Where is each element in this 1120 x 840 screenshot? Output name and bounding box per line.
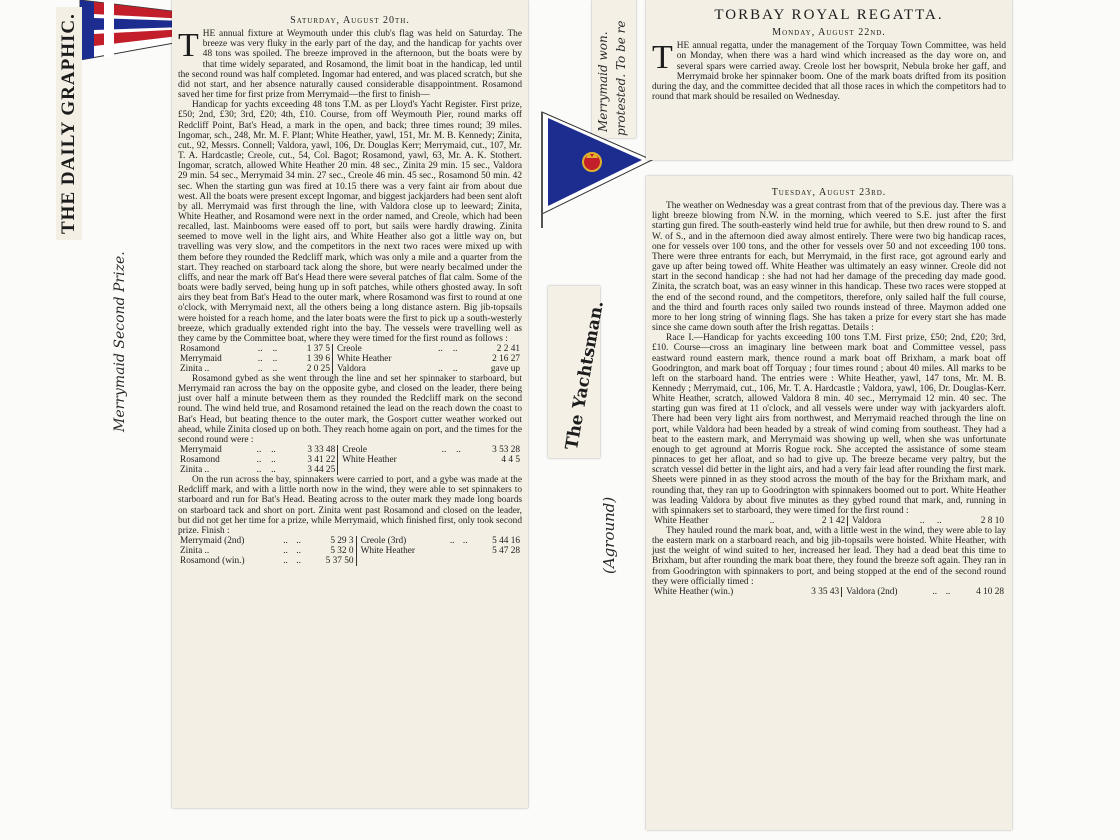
times-row <box>178 465 522 475</box>
yacht-name-cell: Merrymaid <box>180 354 222 364</box>
drop-cap: T <box>178 27 199 65</box>
time-cell: 2 2 41 <box>496 344 520 354</box>
yacht-name-cell: White Heather <box>338 455 440 465</box>
article-paragraph: They hauled round the mark boat, and, with a little west in the wind, they were able to lay the eastern mark on a starboard reach, and big jib-topsails were hoisted. White Heather, with just the weight of wind suited to her, increased her lead. They had a dead beat this time to Brixham, but after rounding the mark boat there, they found the breeze soft again. They ran in from Goodrington with spinnakers to port, and being stopped at the end of the second round they were officially timed : <box>652 526 1006 587</box>
leader-cell <box>448 556 461 566</box>
time-cell: 3 53 28 <box>492 445 520 456</box>
handwritten-second-prize-note: Merrymaid Second Prize. <box>112 251 128 432</box>
tuesday-race-clipping <box>646 176 1012 830</box>
left-article-clipping <box>172 0 528 808</box>
time-cell: 5 37 50 <box>325 556 354 567</box>
leader-cell: .. <box>283 546 288 557</box>
times-row <box>178 546 522 556</box>
article-paragraph: Handicap for yachts exceeding 48 tons T.M. as per Lloyd's Yacht Register. First prize, £50; 2nd, £30; 3rd, £20; 4th, £10. Course, from off Weymouth Pier, round marks off Redcliff Point, Bat's Head, a mark in the open, and back; three times round; 39 miles. Ingomar, sch., 248, Mr. M. F. Plant; White Heather, yawl, 151, Mr. M. B. Kennedy; Zinita, cut., 92, Messrs. Connell; Valdora, yawl, 106, Dr. Douglas Kerr; Merrymaid, cut., 107, Mr. T. A. Hardcastle; Creole, cut., 54, Col. Bagot; Rosamond, yawl, 63, Mr. A. K. Stothert. Ingomar, scratch, allowed White Heather 20 min. 48 sec., Zinita 29 min. 15 sec., Valdora 29 min. 54 sec., Merrymaid 34 min. 27 sec., Creole 46 min. 45 sec., Rosamond 50 min. 42 sec. When the starting gun was fired at 10.15 there was a very faint air from about due west. All the boats were present except Ingomar, and biggest jackjarders had been sent aloft by all. Merrymaid was first through the line, with Valdora close up to leeward; Zinita, White Heather, and Rosamond were next in the order named, and Creole, which had been recalled, last. Mainbooms were eased off to port, but sails were hardly drawing. Zinita seemed to move well in the light airs, and White Heather also got a little way on, but travelling was very slow, and the competitors in the next two races were mixed up with them before they rounded the Redcliff mark, which was only a mile and a quarter from the start. They reached on starboard tack along the shore, but were nearly becalmed under the cliffs, and near the mark off Bat's Head there were several patches of flat calm. Some of the boats were badly served, being hung up in soft patches, while others ghosted away. In soft airs they beat from Bat's Head to the outer mark, where Rosamond was first to round at one o'clock, with Merrymaid next, all the others being a long distance astern. Big jib-topsails were hoisted for a reach home, and the later boats were the first to pick up a south-westerly breeze, which gradually extended right into the bay. The vessels were travelling well as they came by the Committee boat, where they were timed for the first round as follows : <box>178 100 522 344</box>
leader-cell <box>454 455 468 465</box>
time-cell: 5 47 28 <box>492 546 520 557</box>
times-row <box>178 354 522 364</box>
second-round-times-table <box>178 445 522 475</box>
article-paragraph: Rosamond gybed as she went through the line and set her spinnaker to starboard, but Merrymaid ran across the bay on the opposite gybe, and closed on the leader, there being just over half a minute between them as they rounded the Redcliff mark on the second round. The wind held true, and Rosamond retained the lead on the reach down the coast to Bat's Head, but beating thence to the outer mark, the Gosport cutter weather worked out ahead, while Zinita closed up on both. They reach home again on port, and the times for the second round were : <box>178 374 522 445</box>
article-paragraph <box>652 41 1006 102</box>
yacht-name-cell: Valdora (2nd) <box>842 587 931 597</box>
leader-cell <box>785 516 793 526</box>
yacht-name-cell: White Heather <box>654 516 709 526</box>
yacht-name-cell: Creole (3rd) <box>356 536 448 546</box>
leader-cell: .. <box>296 556 301 567</box>
leader-cell: .. <box>257 364 263 374</box>
time-cell: 1 37 5 <box>306 344 330 354</box>
article-paragraph: On the run across the bay, spinnakers were carried to port, and a gybe was made at the Redcliff mark, and with a little north now in the wind, they were able to set spinnakers to starboard and run for Bat's Head. Beating across to the outer mark they made long boards on starboard tack and short on port. Zinita went past Rosamond and closed on the leader, but did not get her time for a prize, while Merrymaid, which finished first, only took second prize. Finish : <box>178 475 522 536</box>
time-cell: gave up <box>490 364 520 374</box>
leader-cell: .. <box>438 364 443 374</box>
leader-cell <box>440 465 454 475</box>
article-paragraph: The weather on Wednesday was a great contrast from that of the previous day. There was a light breeze blowing from N.W. in the morning, which veered to S.E. just after the first starting gun fired. The south-easterly wind held true for awhile, but then drew round to S. and W. of S., and in the afternoon died away almost entirely. There were two big handicap races, one for vessels over 100 tons, and the other for vessels over 50 and not exceeding 100 tons. There were three entrants for each, but Merrymaid, in the first race, got aground early and gave up after being towed off. White Heather was ultimately an easy winner. Creole did not start in the second handicap : she had not had her damage of the preceding day made good. Zinita, the scratch boat, was an easy winner in this handicap. These two races were stopped at the end of the second round, and the competitors, therefore, only sailed half the full course, and the third and fourth races only sailed two rounds instead of three. Maymon added one more to her long string of winning flags. She has taken a prize for every start she has made since she came down south after the Irish regattas. Details : <box>652 201 1006 334</box>
time-cell: 2 0 25 <box>306 364 330 374</box>
time-cell: 3 33 48 <box>307 445 336 456</box>
times-row <box>178 445 522 455</box>
times-row <box>652 516 1006 526</box>
times-row <box>652 587 1006 597</box>
time-cell <box>469 465 522 475</box>
leader-cell: .. <box>257 354 263 364</box>
leader-cell: .. <box>462 536 468 547</box>
yacht-name-cell: Zinita .. <box>180 364 210 374</box>
drop-cap: T <box>652 39 673 77</box>
leader-cell: .. <box>271 465 276 476</box>
times-row <box>178 364 522 374</box>
first-round-times-table <box>178 344 522 374</box>
first-round-times-table <box>652 516 1006 526</box>
leader-cell <box>461 546 474 556</box>
leader-cell: .. <box>272 364 278 374</box>
leader-cell: .. <box>271 455 276 466</box>
leader-cell: .. <box>256 455 262 466</box>
newspaper-title-label: THE DAILY GRAPHIC. <box>56 7 82 240</box>
yacht-name-cell: Creole <box>332 344 436 354</box>
yacht-name-cell: Rosamond (win.) <box>180 556 245 567</box>
times-row <box>178 344 522 354</box>
handwritten-aground-note: (Aground) <box>600 496 618 574</box>
leader-cell: .. <box>452 364 458 374</box>
time-cell: 2 16 27 <box>492 354 520 364</box>
leader-cell: .. <box>769 516 775 526</box>
time-cell: 3 41 22 <box>307 455 336 466</box>
time-cell: 5 44 16 <box>492 536 520 547</box>
article-date: Monday, August 22nd. <box>772 27 886 39</box>
time-cell: 3 44 25 <box>307 465 336 476</box>
leader-cell <box>448 546 461 556</box>
leader-cell: .. <box>932 586 938 597</box>
yacht-name-cell: Creole <box>338 445 440 455</box>
finish-times-table <box>178 536 522 566</box>
handwritten-protested-note: protested. To be re <box>614 20 628 136</box>
article-paragraph-text: HE annual fixture at Weymouth under this club's flag was held on Saturday. The breeze was very fluky in the early part of the day, and the handicap for yachts over 48 tons was spoiled. The breeze improved in the afternoon, but the boats were by that time widely separated, and Rosamond, the limit boat in the handicap, led until the second round was half completed. Ingomar had entered, and was placed scratch, but she did not start, and her absence naturally caused considerable disappointment. Rosamond saved her time for first prize from Merrymaid—the first to finish— <box>178 29 522 101</box>
yacht-name-cell: Valdora <box>848 516 918 526</box>
article-date: Tuesday, August 23rd. <box>771 187 887 198</box>
leader-cell: .. <box>256 445 262 456</box>
time-cell: 5 29 3 <box>330 536 354 547</box>
yacht-name-cell: Valdora <box>332 364 436 374</box>
leader-cell: .. <box>438 344 443 354</box>
royal-pennant-icon <box>534 110 654 230</box>
time-cell: 4 10 28 <box>976 586 1004 597</box>
time-cell: 5 32 0 <box>330 546 354 557</box>
leader-cell: .. <box>257 344 263 354</box>
leader-cell <box>454 465 468 475</box>
leader-cell <box>461 556 474 566</box>
leader-cell: .. <box>936 516 942 526</box>
times-row <box>178 536 522 546</box>
leader-cell <box>440 455 454 465</box>
handwritten-merrymaid-won: Merrymaid won. <box>596 31 610 132</box>
torbay-regatta-clipping <box>646 0 1012 160</box>
time-cell: 2 1 42 <box>821 516 846 526</box>
article-date: Saturday, August 20th. <box>290 15 410 26</box>
yacht-name-cell: White Heather <box>332 354 436 364</box>
yacht-name-cell: Merrymaid (2nd) <box>180 536 245 547</box>
yachtsman-title-label: The Yachtsman. <box>562 299 608 452</box>
leader-cell: .. <box>256 465 262 476</box>
official-times-table <box>652 587 1006 597</box>
yacht-name-cell: White Heather (win.) <box>654 586 734 597</box>
leader-cell: .. <box>283 556 288 567</box>
leader-cell: .. <box>283 536 288 547</box>
article-paragraph-text: HE annual regatta, under the management of the Torquay Town Committee, was held on Monday, when there was a hard wind which increased as the day wore on, and several spars were carried away. Creole lost her bowsprit, Nebula broke her gaff, and Merrymaid broke her spinnaker boom. One of the mark boats drifted from its position during the day, and the committee decided that all those races in which the competitors had to round that mark should be resailed on Wednesday. <box>652 41 1006 103</box>
leader-cell: .. <box>919 516 925 526</box>
time-cell <box>474 556 522 566</box>
yacht-name-cell: Rosamond <box>180 344 220 354</box>
article-paragraph <box>178 29 522 100</box>
leader-cell: .. <box>296 536 301 547</box>
leader-cell <box>451 354 466 364</box>
leader-cell <box>436 354 451 364</box>
time-cell: 2 8 10 <box>980 516 1004 526</box>
yacht-name-cell <box>338 465 440 475</box>
yacht-name-cell: Zinita .. <box>180 465 210 476</box>
article-paragraph: Race I.—Handicap for yachts exceeding 100 tons T.M. First prize, £50; 2nd, £20; 3rd, £10. Course—cross an imaginary line between mark boat and Committee vessel, pass eastward round eastern mark, thence round a mark boat off Brixham, a mark boat off Goodrington, and mark boat off Torquay ; four times round ; about 40 miles. All marks to be left on the starboard hand. The entries were : White Heather, yawl, 147 tons, Mr. M. B. Kennedy ; Merrymaid, cut., 106, Mr. T. A. Hardcastle ; Valdora, yawl, 106, Dr. Douglas-Kerr. White Heather, scratch, allowed Valdora 8 min. 40 sec., Merrymaid 12 min. 40 sec. The starting gun was fired at 11 o'clock, and all vessels were under way with jackyarders aloft. There had been very light airs from northwest, and Merrymaid reached through the line on port, while Valdora had been headed by a streak of wind coming from southeast. They had a beat to the eastern mark, and Merrymaid was showing up well, when she was unfortunate enough to get aground at Morris Rogue rock. She accepted the assistance of some steam pinnaces to get her afloat, and so had to give up. The breeze became very paltry, but the scratch vessel did better in the light airs, and had a very fair lead after rounding the first mark. Sheets were pinned in as they stood across the mouth of the bay for the Brixham mark, and rounding that, they ran up to Goodrington with spinnakers boomed out to port. White Heather was leading Valdora by about five minutes as they gybed round that mark, and, running in with spinnakers set to starboard, they were timed for the first round : <box>652 333 1006 516</box>
leader-cell: .. <box>945 586 951 597</box>
leader-cell: .. <box>272 344 278 354</box>
leader-cell: .. <box>441 445 447 456</box>
leader-cell: .. <box>272 354 278 364</box>
yacht-name-cell: Zinita .. <box>180 546 210 557</box>
yacht-name-cell <box>356 556 448 566</box>
times-row <box>178 455 522 465</box>
leader-cell: .. <box>296 546 301 557</box>
time-cell: 1 39 6 <box>306 354 330 364</box>
leader-cell: .. <box>452 344 458 354</box>
leader-cell: .. <box>449 536 455 547</box>
leader-cell: .. <box>456 445 461 456</box>
yacht-name-cell: Merrymaid <box>180 445 222 456</box>
time-cell: 4 4 5 <box>501 455 520 466</box>
yacht-name-cell: Rosamond <box>180 455 220 466</box>
leader-cell: .. <box>271 445 276 456</box>
yacht-name-cell: White Heather <box>356 546 448 556</box>
headline: TORBAY ROYAL REGATTA. <box>714 7 944 23</box>
yachtsman-label-clip <box>548 286 608 458</box>
time-cell: 3 35 43 <box>811 586 840 597</box>
times-row <box>178 556 522 566</box>
